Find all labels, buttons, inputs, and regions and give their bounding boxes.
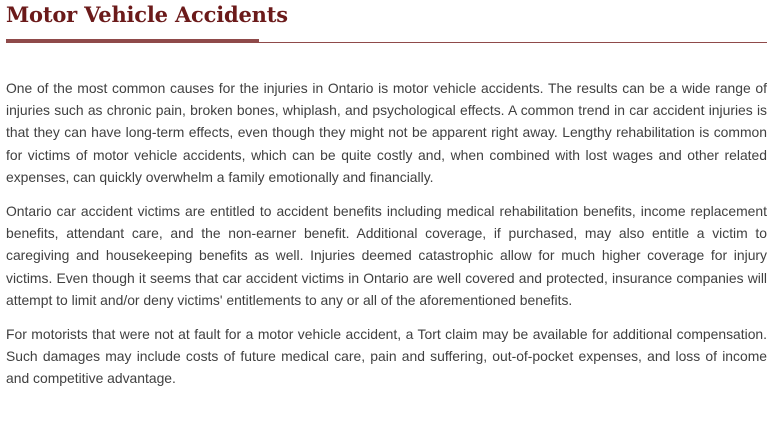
divider-accent-bar: [6, 39, 259, 43]
article-body: [6, 77, 767, 390]
title-divider: [6, 38, 767, 44]
paragraph-tort-claim: For motorists that were not at fault for a motor vehicle accident, a Tort claim may be available for additional compensation. Such damages may include costs of future medical care, pain and suffering, out-of-pocket expenses, and loss of income and competitive advantage.: [6, 326, 767, 387]
page-title: Motor Vehicle Accidents: [6, 2, 288, 27]
paragraph-intro: One of the most common causes for the injuries in Ontario is motor vehicle accidents. The results can be a wide range of injuries such as chronic pain, broken bones, whiplash, and psychological effects. A common trend in car accident injuries is that they can have long-term effects, even though they might not be apparent right away. Lengthy rehabilitation is common for victims of motor vehicle accidents, which can be quite costly and, when combined with lost wages and other related expenses, can quickly overwhelm a family emotionally and financially.: [6, 80, 767, 185]
paragraph-benefits: Ontario car accident victims are entitled to accident benefits including medical rehabilitation benefits, income replacement benefits, attendant care, and the non-earner benefit. Additional coverage, if purchased, may also entitle a victim to caregiving and housekeeping benefits as well. Injuries deemed catastrophic allow for much higher coverage for injury victims. Even though it seems that car accident victims in Ontario are well covered and protected, insurance companies will attempt to limit and/or deny victims' entitlements to any or all of the aforementioned benefits.: [6, 203, 767, 308]
